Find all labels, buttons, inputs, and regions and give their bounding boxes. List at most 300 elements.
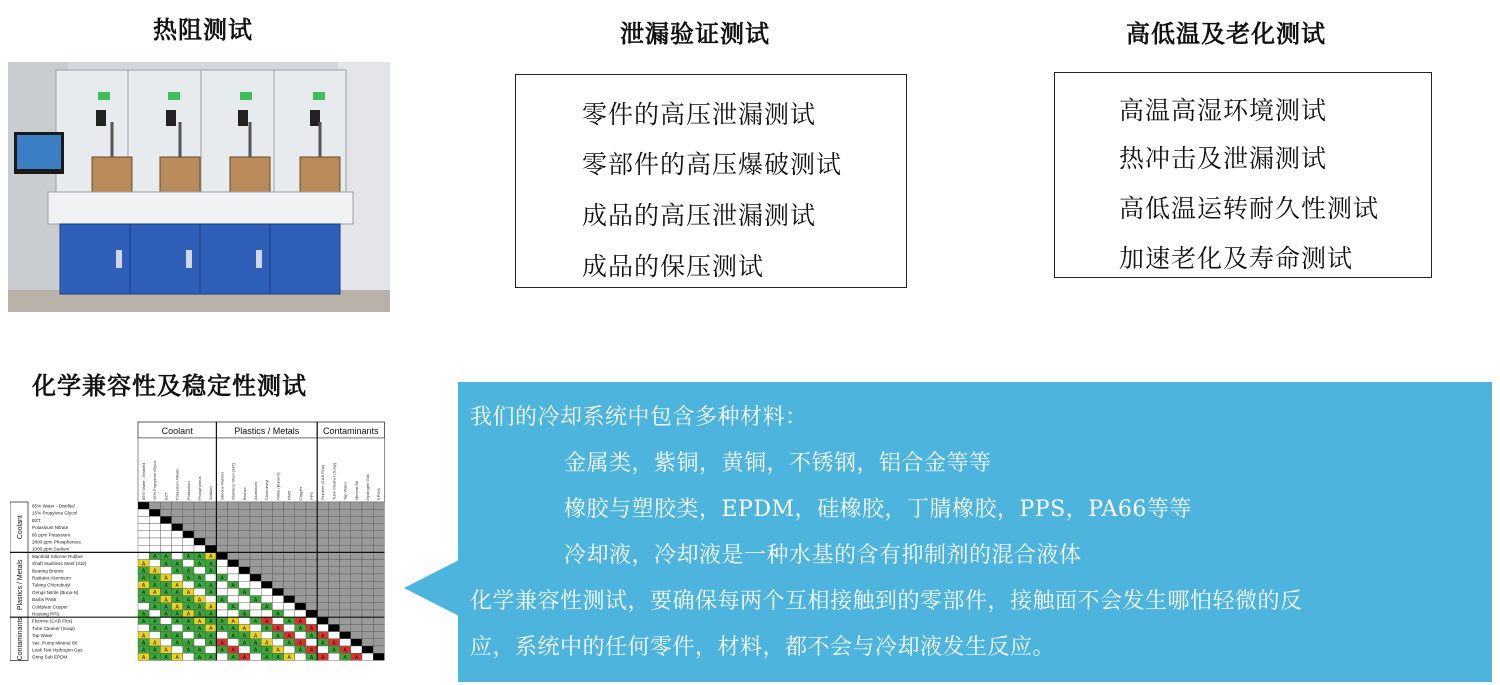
matrix-cell [317, 596, 328, 603]
matrix-cell [373, 538, 384, 545]
matrix-cell [328, 574, 339, 581]
matrix-cell [272, 502, 283, 509]
matrix-cell-letter: A [175, 618, 179, 625]
matrix-cell [362, 603, 373, 610]
matrix-cell-letter: A [197, 654, 202, 661]
matrix-cell [149, 502, 160, 509]
matrix-cell [284, 581, 295, 588]
matrix-cell-letter: A [153, 575, 157, 582]
matrix-col-label: 15% Propylene Glycol [152, 460, 158, 500]
matrix-cell [351, 632, 362, 639]
matrix-row-label: Potassium Nitrate [32, 525, 69, 531]
matrix-cell [373, 646, 384, 653]
matrix-cell [239, 581, 250, 588]
matrix-cell [284, 560, 295, 567]
matrix-cell [306, 603, 317, 610]
matrix-cell [205, 509, 216, 516]
matrix-row-label: Leak Test Hydrogen Gas [32, 647, 83, 653]
matrix-cell [317, 552, 328, 559]
matrix-cell [172, 552, 183, 559]
matrix-cell [216, 524, 227, 531]
matrix-cell [362, 632, 373, 639]
callout-line: 应，系统中的任何零件，材料，都不会与冷却液发生反应。 [470, 635, 1056, 660]
matrix-cell [306, 617, 317, 624]
matrix-cell [216, 516, 227, 523]
matrix-cell-letter: A [287, 640, 291, 647]
matrix-cell [284, 502, 295, 509]
matrix-cell-letter: A [164, 554, 168, 561]
matrix-row-label: Shaft Stainless Steel (316) [32, 561, 87, 567]
matrix-cell-letter: A [209, 618, 213, 625]
matrix-cell [250, 545, 261, 552]
matrix-cell [317, 509, 328, 516]
matrix-cell [328, 610, 339, 617]
matrix-cell [306, 610, 317, 617]
matrix-cell [362, 516, 373, 523]
matrix-cell-letter: A [209, 626, 213, 633]
matrix-cell [272, 524, 283, 531]
temp-aging-test-list [1054, 72, 1432, 278]
matrix-cell [250, 502, 261, 509]
matrix-cell [328, 588, 339, 595]
matrix-cell [373, 560, 384, 567]
matrix-row-label: Bearing Bronze [32, 568, 64, 574]
matrix-cell [295, 516, 306, 523]
matrix-cell [317, 574, 328, 581]
matrix-cell [172, 574, 183, 581]
matrix-cell [239, 574, 250, 581]
matrix-cell [340, 531, 351, 538]
matrix-col-label: Potassium [185, 481, 191, 500]
matrix-cell-letter: A [141, 561, 146, 568]
matrix-cell [205, 516, 216, 523]
matrix-cell [239, 545, 250, 552]
chem-compat-test-title: 化学兼容性及稳定性测试 [32, 372, 307, 400]
matrix-cell-letter: A [186, 597, 191, 604]
matrix-cell [284, 588, 295, 595]
matrix-cell [362, 509, 373, 516]
matrix-cell-letter: A [276, 611, 280, 618]
matrix-cell-letter: A [153, 597, 157, 604]
matrix-cell [228, 639, 239, 646]
matrix-cell-letter: A [332, 640, 336, 647]
matrix-cell [205, 531, 216, 538]
matrix-cell [172, 646, 183, 653]
matrix-cell [194, 509, 205, 516]
matrix-cell [228, 545, 239, 552]
matrix-cell [340, 588, 351, 595]
matrix-cell [328, 516, 339, 523]
matrix-cell [261, 524, 272, 531]
matrix-cell [149, 632, 160, 639]
matrix-cell-letter: A [175, 582, 179, 589]
matrix-cell [272, 588, 283, 595]
matrix-cell-letter: A [220, 626, 224, 633]
matrix-cell-letter: A [253, 640, 258, 647]
matrix-cell [138, 552, 149, 559]
matrix-cell [328, 509, 339, 516]
matrix-cell [373, 588, 384, 595]
matrix-cell-letter: A [220, 618, 224, 625]
matrix-cell-letter: A [321, 640, 325, 647]
matrix-cell [340, 624, 351, 631]
leak-test-list [515, 74, 907, 288]
matrix-cell [284, 574, 295, 581]
matrix-cell-letter: A [253, 618, 258, 625]
matrix-cell [340, 567, 351, 574]
matrix-cell [362, 531, 373, 538]
matrix-cell [284, 545, 295, 552]
matrix-cell-letter: A [186, 568, 191, 575]
matrix-cell [362, 502, 373, 509]
matrix-cell [295, 567, 306, 574]
matrix-cell-letter: A [186, 590, 191, 597]
matrix-cell-letter: A [242, 590, 247, 597]
matrix-cell-letter: A [141, 654, 146, 661]
matrix-cell [239, 646, 250, 653]
matrix-cell [183, 516, 194, 523]
matrix-cell [138, 545, 149, 552]
matrix-cell-letter: A [153, 654, 157, 661]
matrix-cell [272, 552, 283, 559]
matrix-cell-letter: A [343, 654, 347, 661]
matrix-cell [216, 552, 227, 559]
matrix-cell-letter: A [309, 633, 314, 640]
matrix-col-label: Nitrile (Buna-N) [275, 472, 281, 500]
matrix-cell [149, 538, 160, 545]
matrix-cell [172, 509, 183, 516]
matrix-cell [272, 639, 283, 646]
matrix-row-label: 2800 ppm Phosphorous [32, 539, 81, 545]
matrix-cell [295, 588, 306, 595]
matrix-cell [317, 610, 328, 617]
matrix-cell [317, 545, 328, 552]
matrix-cell [295, 581, 306, 588]
matrix-cell [351, 603, 362, 610]
matrix-col-label: Chlorobutyl [264, 479, 270, 500]
matrix-cell-letter: A [175, 654, 179, 661]
matrix-cell [228, 610, 239, 617]
matrix-cell-letter: A [164, 654, 168, 661]
matrix-cell [172, 531, 183, 538]
matrix-cell-letter: A [265, 626, 269, 633]
matrix-row-label: 1000 ppm Sodium [32, 546, 70, 552]
matrix-cell [160, 502, 171, 509]
matrix-cell-letter: A [197, 597, 202, 604]
matrix-cell [228, 516, 239, 523]
matrix-cell [351, 552, 362, 559]
matrix-cell [284, 552, 295, 559]
matrix-cell [362, 545, 373, 552]
matrix-cell-letter: A [141, 597, 146, 604]
matrix-cell-letter: A [197, 633, 202, 640]
callout-line: 我们的冷却系统中包含多种材料： [470, 405, 808, 430]
matrix-cell-letter: A [164, 561, 168, 568]
matrix-cell [250, 574, 261, 581]
matrix-cell [183, 531, 194, 538]
matrix-col-label: Hydrogen Gas [365, 474, 370, 500]
matrix-cell [138, 531, 149, 538]
matrix-cell [328, 567, 339, 574]
matrix-cell [149, 524, 160, 531]
matrix-row-label: BZT [32, 517, 41, 523]
matrix-cell [295, 509, 306, 516]
matrix-cell [228, 552, 239, 559]
matrix-cell [239, 560, 250, 567]
matrix-cell [138, 509, 149, 516]
matrix-cell [317, 603, 328, 610]
callout-line: 橡胶与塑胶类，EPDM，硅橡胶，丁腈橡胶，PPS，PA66等等 [564, 497, 1192, 522]
matrix-cell-letter: A [164, 626, 168, 633]
matrix-cell [351, 639, 362, 646]
matrix-col-label: BZT [163, 492, 169, 500]
matrix-cell-letter: A [253, 633, 258, 640]
matrix-cell [183, 538, 194, 545]
matrix-cell-letter: A [209, 590, 213, 597]
matrix-cell [340, 516, 351, 523]
matrix-cell [172, 545, 183, 552]
matrix-cell [340, 552, 351, 559]
matrix-cell [272, 560, 283, 567]
matrix-cell [261, 531, 272, 538]
matrix-cell-letter: A [141, 590, 146, 597]
matrix-cell [216, 632, 227, 639]
matrix-cell [160, 516, 171, 523]
temp-test-item: 加速老化及寿命测试 [1119, 244, 1354, 273]
leak-test-item: 成品的高压泄漏测试 [582, 201, 817, 230]
matrix-cell-letter: A [175, 604, 179, 611]
matrix-cell [295, 524, 306, 531]
matrix-cell-letter: A [186, 618, 191, 625]
matrix-cell [328, 624, 339, 631]
matrix-cell-letter: A [175, 590, 179, 597]
matrix-cell-letter: A [186, 554, 191, 561]
matrix-cell [317, 567, 328, 574]
matrix-cell [373, 524, 384, 531]
matrix-cell-letter: A [164, 611, 168, 618]
matrix-cell [172, 502, 183, 509]
matrix-cell [138, 502, 149, 509]
matrix-cell-letter: A [287, 633, 291, 640]
matrix-row-label: Tap Water [32, 633, 53, 639]
matrix-cell-letter: A [209, 640, 213, 647]
matrix-cell [373, 567, 384, 574]
matrix-cell [216, 545, 227, 552]
matrix-cell-letter: A [197, 626, 202, 633]
matrix-cell [351, 567, 362, 574]
matrix-cell [306, 538, 317, 545]
matrix-cell-letter: A [321, 654, 325, 661]
matrix-cell-letter: A [253, 597, 258, 604]
matrix-cell [194, 567, 205, 574]
matrix-cell [272, 538, 283, 545]
matrix-cell [261, 574, 272, 581]
matrix-cell-letter: A [186, 626, 191, 633]
matrix-cell [373, 617, 384, 624]
matrix-cell [340, 574, 351, 581]
matrix-cell [284, 603, 295, 610]
matrix-cell [239, 524, 250, 531]
matrix-col-label: Tube Cleaner (Soap) [331, 462, 337, 500]
matrix-cell [228, 560, 239, 567]
matrix-row-label: Oring Sub EPDM [32, 654, 68, 660]
matrix-cell-letter: A [153, 626, 157, 633]
matrix-cell-letter: A [141, 618, 146, 625]
matrix-row-group-label: Contaminants [17, 617, 24, 661]
leak-test-item: 零件的高压泄漏测试 [582, 100, 817, 129]
matrix-cell [239, 516, 250, 523]
matrix-cell [328, 538, 339, 545]
matrix-cell [250, 581, 261, 588]
matrix-cell [284, 624, 295, 631]
matrix-cell [295, 574, 306, 581]
matrix-cell [295, 653, 306, 660]
matrix-cell-letter: A [242, 611, 247, 618]
matrix-cell [239, 531, 250, 538]
matrix-cell [183, 524, 194, 531]
matrix-cell [362, 588, 373, 595]
matrix-cell-letter: A [265, 654, 269, 661]
matrix-col-label: PPS [309, 491, 314, 500]
matrix-cell [328, 632, 339, 639]
matrix-cell [172, 524, 183, 531]
matrix-cell [340, 524, 351, 531]
matrix-cell [261, 538, 272, 545]
matrix-cell [250, 653, 261, 660]
matrix-cell-letter: A [242, 654, 247, 661]
matrix-cell [205, 574, 216, 581]
matrix-cell [160, 545, 171, 552]
matrix-cell [373, 632, 384, 639]
matrix-cell [284, 531, 295, 538]
matrix-cell-letter: A [321, 633, 325, 640]
matrix-cell-letter: A [231, 604, 235, 611]
matrix-cell [328, 617, 339, 624]
matrix-cell [362, 581, 373, 588]
matrix-cell [216, 538, 227, 545]
matrix-cell [261, 588, 272, 595]
matrix-cell-letter: A [265, 640, 269, 647]
matrix-cell [216, 581, 227, 588]
matrix-cell [373, 596, 384, 603]
matrix-cell-letter: A [153, 554, 157, 561]
matrix-cell [362, 653, 373, 660]
matrix-cell [205, 502, 216, 509]
matrix-cell [317, 560, 328, 567]
matrix-cell [295, 560, 306, 567]
matrix-cell [194, 538, 205, 545]
matrix-cell [194, 516, 205, 523]
matrix-cell-letter: A [354, 654, 359, 661]
matrix-cell [172, 538, 183, 545]
matrix-col-label: 85% Water - Distilled [141, 462, 146, 500]
matrix-cell [295, 538, 306, 545]
matrix-cell-letter: A [141, 640, 146, 647]
matrix-cell-letter: A [253, 647, 258, 654]
matrix-cell [160, 567, 171, 574]
matrix-cell [317, 502, 328, 509]
matrix-cell-letter: A [164, 647, 168, 654]
matrix-cell-letter: A [287, 654, 291, 661]
matrix-row-group-label: Coolant [17, 515, 24, 540]
matrix-cell [373, 653, 384, 660]
matrix-cell [373, 581, 384, 588]
matrix-cell [317, 531, 328, 538]
temp-test-item: 热冲击及泄漏测试 [1119, 144, 1328, 173]
matrix-cell [295, 596, 306, 603]
callout-line: 金属类，紫铜，黄铜，不锈钢，铝合金等等 [564, 451, 992, 476]
matrix-cell [306, 639, 317, 646]
matrix-col-label: Phosphorous [197, 476, 202, 500]
matrix-cell [373, 545, 384, 552]
matrix-cell [261, 509, 272, 516]
matrix-cell [239, 603, 250, 610]
matrix-cell [172, 624, 183, 631]
matrix-row-label: Manifold Silicone Rubber [32, 553, 84, 559]
matrix-cell [272, 581, 283, 588]
matrix-cell [362, 552, 373, 559]
matrix-row-label: Orings Nitrile (Buna-N) [32, 589, 79, 595]
matrix-cell-letter: A [209, 554, 213, 561]
matrix-cell-letter: A [309, 647, 314, 654]
matrix-cell-letter: A [175, 597, 179, 604]
matrix-cell [317, 538, 328, 545]
matrix-cell [183, 653, 194, 660]
matrix-cell [340, 560, 351, 567]
matrix-cell [194, 531, 205, 538]
matrix-col-group-label: Plastics / Metals [234, 426, 300, 436]
matrix-cell [160, 531, 171, 538]
matrix-cell [351, 610, 362, 617]
matrix-row-label: 15% Propylene Glycol [32, 510, 78, 516]
matrix-cell-letter: A [141, 582, 146, 589]
matrix-cell [306, 531, 317, 538]
matrix-row-label: Radiator Aluminum [32, 575, 71, 581]
matrix-cell [284, 646, 295, 653]
matrix-cell [340, 502, 351, 509]
matrix-col-label: PA66 [286, 490, 292, 500]
matrix-cell [228, 574, 239, 581]
matrix-cell [373, 639, 384, 646]
compatibility-matrix [10, 420, 390, 670]
matrix-cell-letter: A [343, 647, 347, 654]
matrix-cell-letter: A [276, 647, 280, 654]
matrix-cell-letter: A [242, 633, 247, 640]
matrix-cell [284, 538, 295, 545]
matrix-cell [306, 545, 317, 552]
matrix-cell-letter: A [309, 654, 314, 661]
matrix-cell [228, 588, 239, 595]
materials-callout [458, 382, 1492, 682]
matrix-cell-letter: A [242, 626, 247, 633]
matrix-cell [250, 509, 261, 516]
matrix-cell [295, 632, 306, 639]
matrix-cell [328, 545, 339, 552]
matrix-row-label: Vac. Pump Mineral Oil [32, 640, 78, 646]
matrix-cell [261, 610, 272, 617]
matrix-cell [138, 624, 149, 631]
matrix-cell-letter: A [164, 582, 168, 589]
matrix-cell [295, 552, 306, 559]
matrix-cell [239, 509, 250, 516]
matrix-cell-letter: A [153, 647, 157, 654]
matrix-cell [272, 516, 283, 523]
matrix-cell-letter: A [209, 561, 213, 568]
matrix-cell [317, 646, 328, 653]
matrix-cell [373, 531, 384, 538]
callout-line: 化学兼容性测试，要确保每两个互相接触到的零部件，接触面不会发生哪怕轻微的反 [470, 589, 1303, 614]
matrix-cell [261, 516, 272, 523]
